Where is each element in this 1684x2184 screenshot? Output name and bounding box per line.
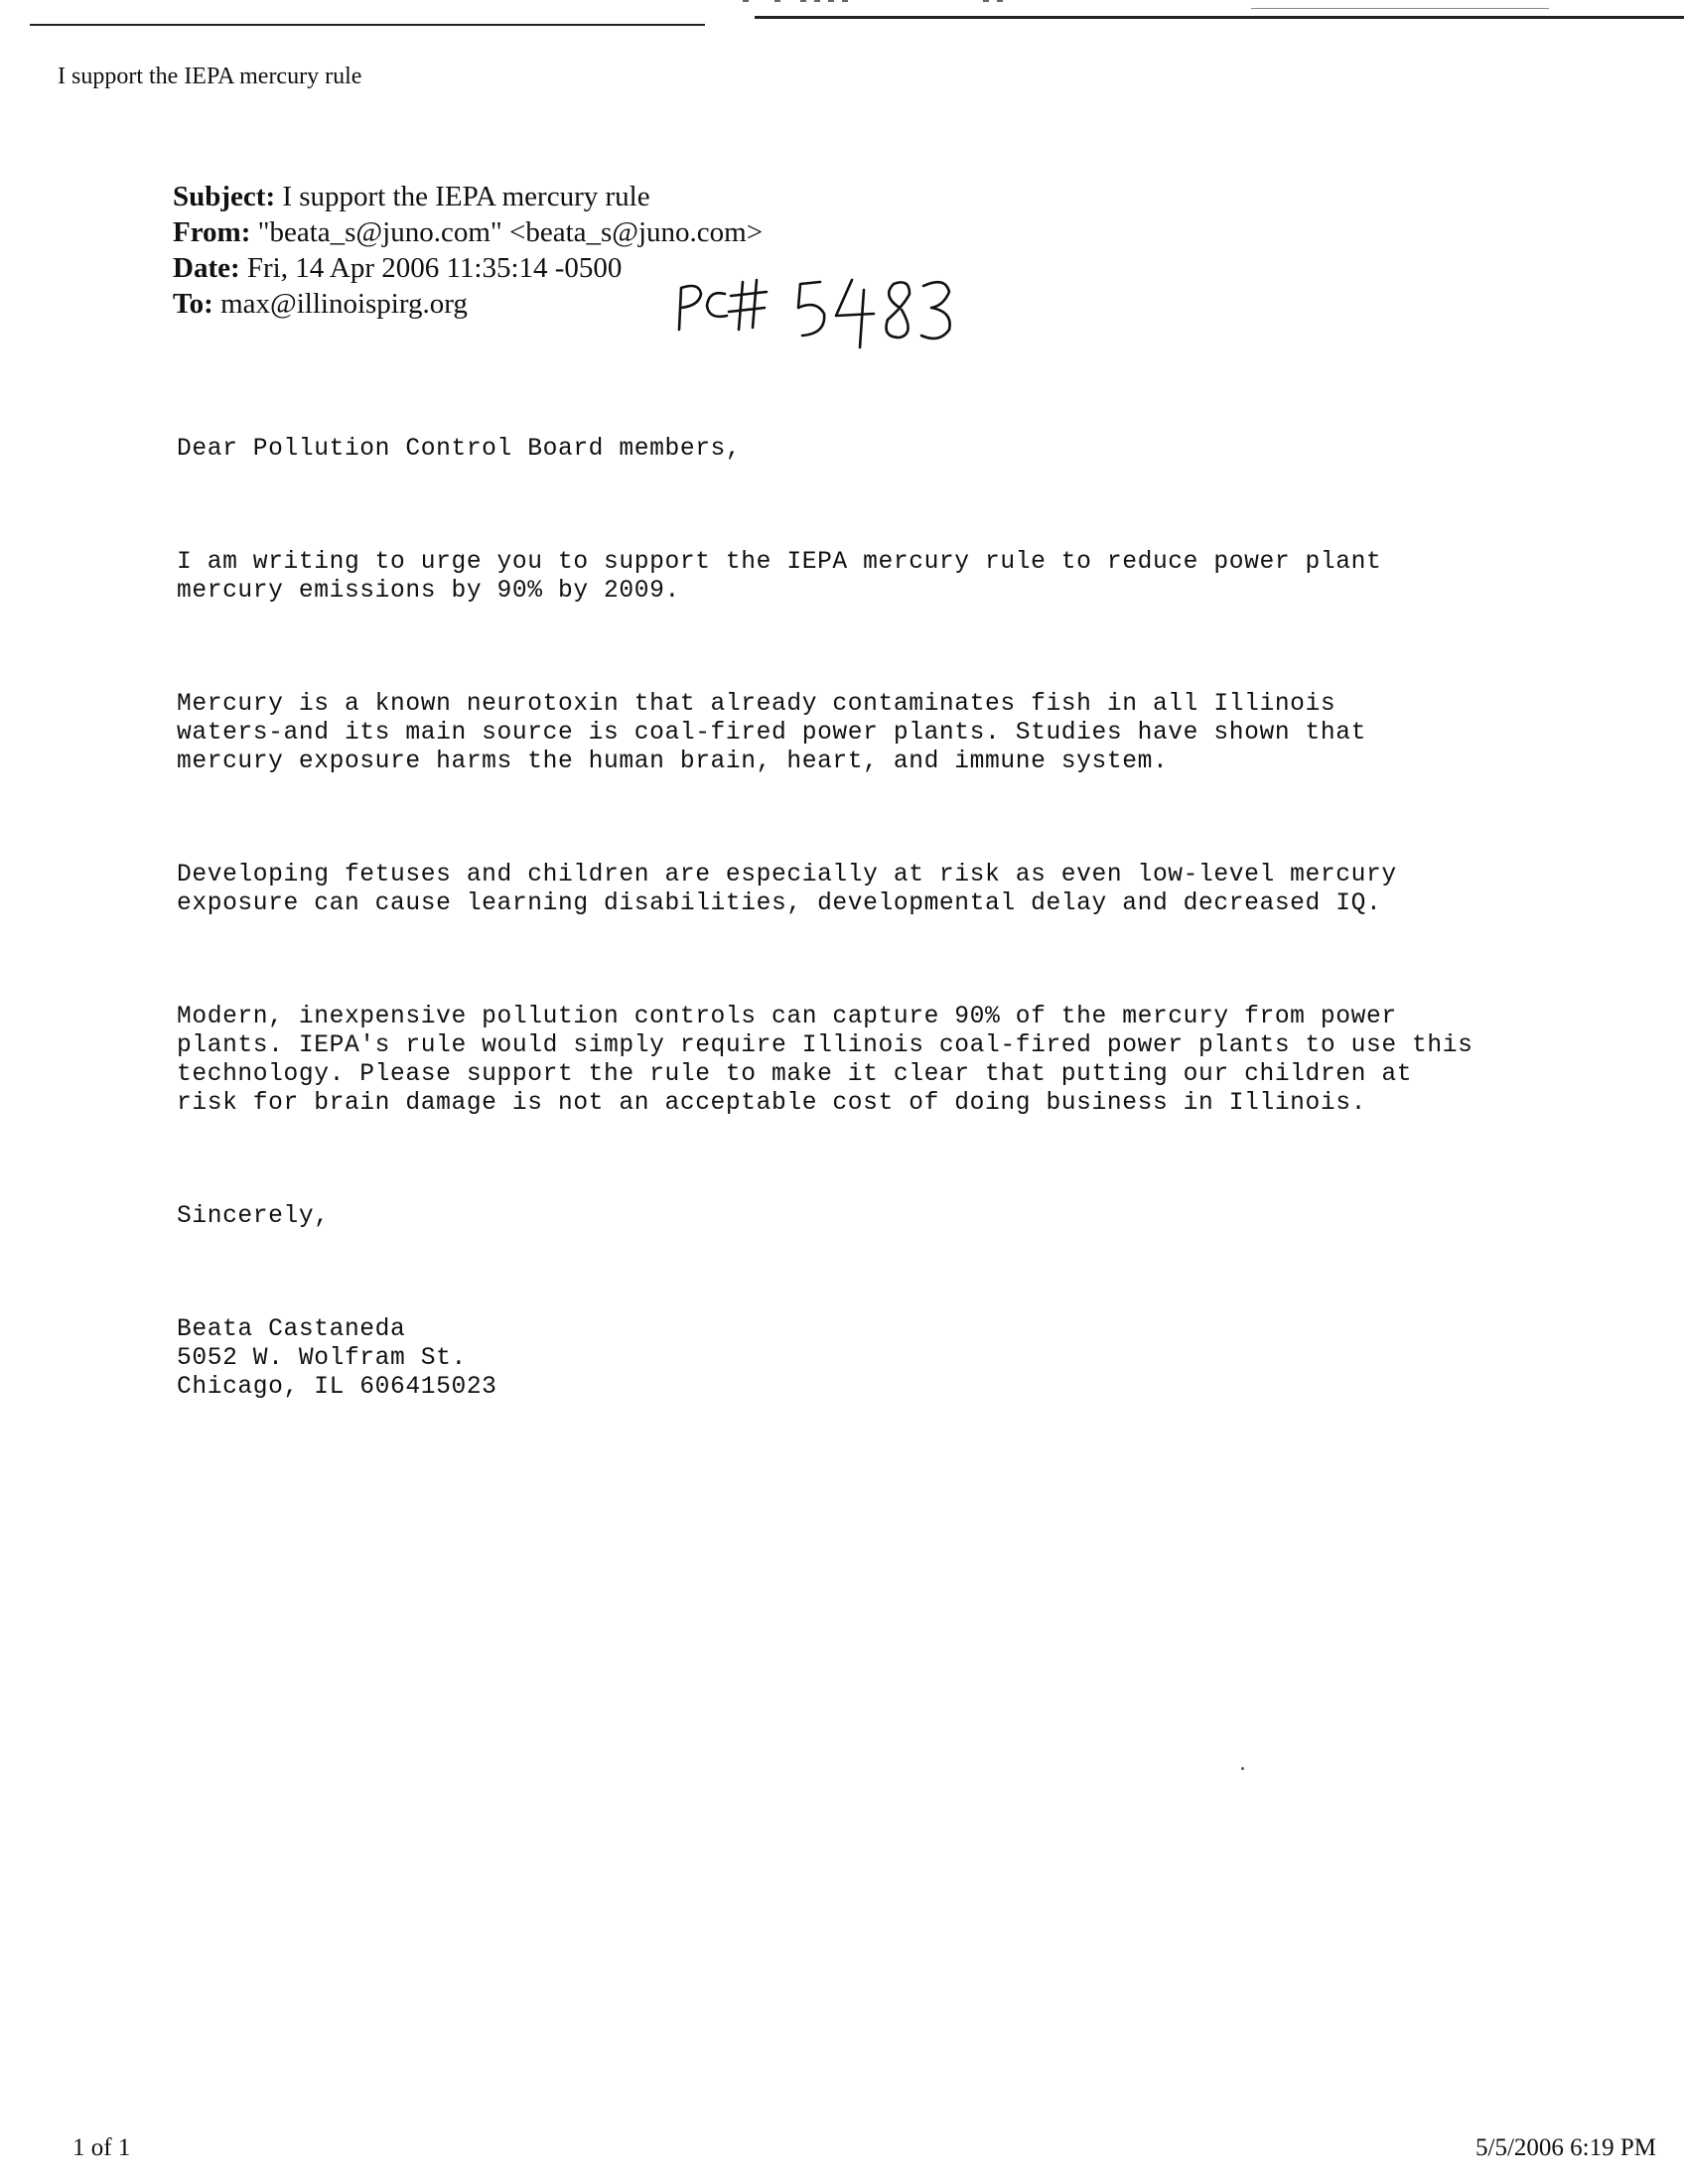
from-row <box>173 214 763 250</box>
paragraph-line: Developing fetuses and children are especially at risk as even low-level mercury <box>177 862 1397 888</box>
to-label: To: <box>173 288 213 320</box>
signature-street: 5052 W. Wolfram St. <box>177 1345 467 1372</box>
handwritten-comment-number <box>665 268 983 357</box>
paragraph-2 <box>177 690 1607 776</box>
paragraph-line: waters-and its main source is coal-fired power plants. Studies have shown that <box>177 720 1366 747</box>
paragraph-line: mercury exposure harms the human brain, heart, and immune system. <box>177 749 1169 775</box>
from-label: From: <box>173 216 251 248</box>
from-value: "beata_s@juno.com" <beata_s@juno.com> <box>257 216 764 248</box>
paragraph-line: risk for brain damage is not an acceptable cost of doing business in Illinois. <box>177 1090 1366 1117</box>
scan-specks <box>735 0 1052 6</box>
paragraph-line: Modern, inexpensive pollution controls can capture 90% of the mercury from power <box>177 1004 1397 1030</box>
paragraph-1 <box>177 548 1607 606</box>
paragraph-3 <box>177 861 1607 918</box>
date-label: Date: <box>173 252 240 284</box>
letter-body <box>177 377 1607 1457</box>
paragraph-line: mercury emissions by 90% by 2009. <box>177 578 680 605</box>
paragraph-line: I am writing to urge you to support the IEPA mercury rule to reduce power plant <box>177 549 1382 576</box>
paragraph-4 <box>177 1003 1607 1118</box>
closing: Sincerely, <box>177 1203 330 1230</box>
page-count: 1 of 1 <box>72 2134 131 2161</box>
paragraph-line: plants. IEPA's rule would simply require Illinois coal-fired power plants to use this <box>177 1032 1474 1059</box>
top-rule-thin <box>1251 8 1549 9</box>
subject-value: I support the IEPA mercury rule <box>282 181 650 212</box>
document-header-title: I support the IEPA mercury rule <box>58 64 362 89</box>
signature-name: Beata Castaneda <box>177 1316 406 1343</box>
paragraph-line: technology. Please support the rule to make it clear that putting our children at <box>177 1061 1413 1088</box>
subject-row <box>173 179 763 214</box>
paragraph-line: Mercury is a known neurotoxin that already contaminates fish in all Illinois <box>177 691 1336 718</box>
to-value: max@illinoispirg.org <box>220 288 468 320</box>
top-rule-right <box>755 16 1684 19</box>
signature-block <box>177 1315 1607 1402</box>
paragraph-line: exposure can cause learning disabilities, developmental delay and decreased IQ. <box>177 890 1382 917</box>
signature-city: Chicago, IL 606415023 <box>177 1374 497 1401</box>
date-value: Fri, 14 Apr 2006 11:35:14 -0500 <box>246 252 623 284</box>
subject-label: Subject: <box>173 181 276 212</box>
salutation: Dear Pollution Control Board members, <box>177 436 742 463</box>
print-timestamp: 5/5/2006 6:19 PM <box>1475 2134 1656 2161</box>
scan-speck <box>1241 1767 1244 1770</box>
top-rule-left <box>30 24 705 26</box>
